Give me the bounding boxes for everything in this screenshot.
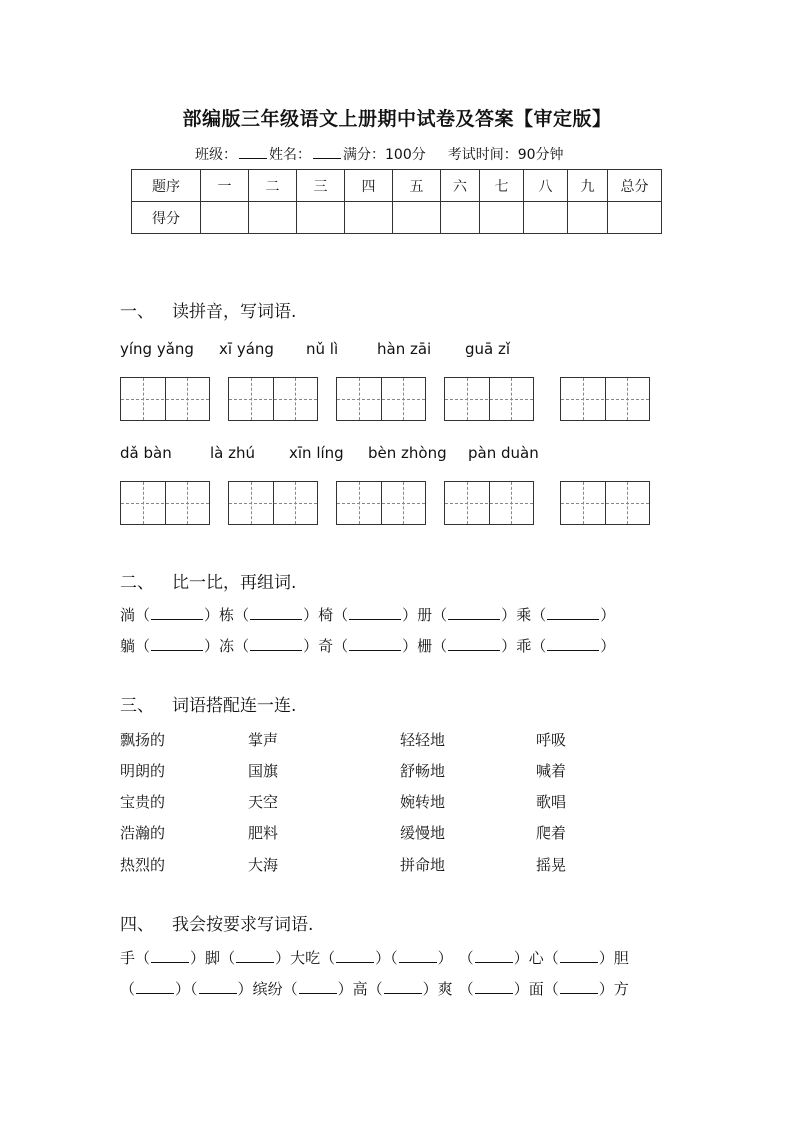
answer-blank[interactable] (448, 607, 500, 620)
paren: ） (275, 949, 291, 967)
writing-grid[interactable] (120, 377, 210, 421)
answer-blank[interactable] (151, 950, 189, 963)
score-cell: 题序 (132, 170, 201, 202)
name-label: 姓名： (269, 147, 311, 163)
pinyin: hàn zāi (377, 340, 432, 358)
pinyin: là zhú (210, 444, 256, 462)
answer-blank[interactable] (349, 638, 401, 651)
writing-grid[interactable] (560, 481, 650, 525)
answer-blank[interactable] (349, 607, 401, 620)
match-word[interactable]: 喊着 (536, 762, 567, 780)
char: 躺 (120, 637, 136, 655)
score-input-cell[interactable] (524, 202, 568, 234)
answer-blank[interactable] (199, 981, 237, 994)
paren: （ (531, 606, 547, 624)
answer-blank[interactable] (547, 638, 599, 651)
paren: （ (190, 980, 198, 998)
match-word[interactable]: 国旗 (248, 762, 279, 780)
pinyin: xīn líng (289, 444, 344, 462)
match-word[interactable]: 大海 (248, 856, 279, 874)
paren: ） (204, 606, 220, 624)
score-input-cell[interactable] (345, 202, 393, 234)
score-input-cell[interactable] (393, 202, 441, 234)
char: 椅 (318, 606, 334, 624)
score-cell: 九 (568, 170, 608, 202)
paren: （ (458, 949, 474, 967)
pinyin: nǔ lì (306, 340, 339, 358)
page-title: 部编版三年级语文上册期中试卷及答案【审定版】 (182, 108, 612, 130)
char: 淌 (120, 606, 136, 624)
pinyin: bèn zhòng (368, 444, 447, 462)
writing-grid[interactable] (228, 377, 318, 421)
char: 爽 (437, 980, 453, 998)
score-table-header-row (132, 170, 662, 202)
char: 乖 (516, 637, 532, 655)
score-input-cell[interactable] (249, 202, 297, 234)
char: 册 (417, 606, 433, 624)
compare-row-2 (120, 635, 615, 656)
writing-grid[interactable] (444, 481, 534, 525)
char: 方 (613, 980, 629, 998)
paren: ） (237, 980, 253, 998)
answer-blank[interactable] (299, 981, 337, 994)
paren: ） (513, 949, 529, 967)
match-word[interactable]: 缓慢地 (400, 824, 446, 842)
answer-blank[interactable] (475, 950, 513, 963)
match-word[interactable]: 浩瀚的 (120, 824, 166, 842)
section-number: 四、 (120, 915, 154, 935)
match-word[interactable]: 明朗的 (120, 762, 166, 780)
paren: ） (422, 980, 438, 998)
answer-blank[interactable] (560, 950, 598, 963)
paren: ） (598, 949, 614, 967)
char: 冻 (219, 637, 235, 655)
writing-grid[interactable] (336, 481, 426, 525)
char: 乘 (516, 606, 532, 624)
pinyin: xī yáng (219, 340, 274, 358)
answer-blank[interactable] (399, 950, 437, 963)
paren: （ (234, 606, 250, 624)
paren: ） (303, 606, 319, 624)
answer-blank[interactable] (336, 950, 374, 963)
match-word[interactable]: 歌唱 (536, 793, 567, 811)
match-word[interactable]: 热烈的 (120, 856, 166, 874)
class-label: 班级： (195, 147, 237, 163)
paren: （ (234, 637, 250, 655)
score-cell: 四 (345, 170, 393, 202)
paren: ） (598, 980, 614, 998)
score-cell: 八 (524, 170, 568, 202)
paren: （ (135, 606, 151, 624)
match-word[interactable]: 拼命地 (400, 856, 446, 874)
score-input-cell[interactable] (297, 202, 345, 234)
paren: （ (432, 606, 448, 624)
answer-blank[interactable] (250, 638, 302, 651)
paren: ） (204, 637, 220, 655)
answer-blank[interactable] (151, 607, 203, 620)
paren: （ (543, 949, 559, 967)
score-table-score-row (132, 202, 662, 234)
char: 栅 (417, 637, 433, 655)
section-title: 读拼音，写词语. (172, 302, 297, 322)
paren: （ (390, 949, 398, 967)
score-input-cell[interactable] (608, 202, 662, 234)
name-blank[interactable] (313, 146, 341, 159)
paren: ） (437, 949, 453, 967)
writing-grid[interactable] (228, 481, 318, 525)
paren: （ (220, 949, 236, 967)
char: 胆 (613, 949, 629, 967)
char: 大吃 (290, 949, 321, 967)
score-cell: 三 (297, 170, 345, 202)
idiom-row-1 (120, 947, 629, 968)
info-line (195, 144, 564, 164)
match-word[interactable]: 肥料 (248, 824, 279, 842)
score-input-cell[interactable] (568, 202, 608, 234)
paren: （ (333, 606, 349, 624)
class-blank[interactable] (239, 146, 267, 159)
paren: （ (135, 949, 151, 967)
section-number: 一、 (120, 302, 154, 322)
answer-blank[interactable] (475, 981, 513, 994)
match-word[interactable]: 飘扬的 (120, 731, 166, 749)
idiom-row-2 (120, 978, 629, 999)
answer-blank[interactable] (560, 981, 598, 994)
section-title: 比一比，再组词. (172, 573, 297, 593)
section-1-heading (120, 297, 296, 322)
match-word[interactable]: 掌声 (248, 731, 279, 749)
paren: ） (337, 980, 353, 998)
match-word[interactable]: 婉转地 (400, 793, 446, 811)
char: 手 (120, 949, 136, 967)
section-number: 二、 (120, 573, 154, 593)
section-2-heading (120, 568, 296, 593)
pinyin: pàn duàn (468, 444, 539, 462)
writing-grid[interactable] (444, 377, 534, 421)
section-title: 我会按要求写词语. (172, 915, 314, 935)
pinyin: guā zǐ (465, 340, 511, 358)
paren: （ (458, 980, 474, 998)
section-title: 词语搭配连一连. (172, 696, 297, 716)
paren: ） (175, 980, 191, 998)
answer-blank[interactable] (236, 950, 274, 963)
paren: （ (543, 980, 559, 998)
paren: ） (375, 949, 391, 967)
full-score: 满分：100分 (343, 147, 426, 163)
char: 缤纷 (252, 980, 283, 998)
score-row-label: 得分 (132, 202, 201, 234)
match-word[interactable]: 呼吸 (536, 731, 567, 749)
score-cell: 七 (480, 170, 524, 202)
section-3-heading (120, 691, 296, 716)
match-word[interactable]: 爬着 (536, 824, 567, 842)
match-word[interactable]: 舒畅地 (400, 762, 446, 780)
paren: ） (303, 637, 319, 655)
paren: ） (600, 637, 616, 655)
char: 脚 (205, 949, 221, 967)
paren: ） (402, 606, 418, 624)
score-cell: 总分 (608, 170, 662, 202)
paren: ） (501, 637, 517, 655)
char: 奇 (318, 637, 334, 655)
writing-grid[interactable] (336, 377, 426, 421)
paren: ） (513, 980, 529, 998)
match-word[interactable]: 宝贵的 (120, 793, 166, 811)
writing-grid[interactable] (560, 377, 650, 421)
answer-blank[interactable] (384, 981, 422, 994)
score-input-cell[interactable] (441, 202, 480, 234)
paren: ） (402, 637, 418, 655)
char: 栋 (219, 606, 235, 624)
section-number: 三、 (120, 696, 154, 716)
pinyin: dǎ bàn (120, 444, 172, 462)
score-cell: 六 (441, 170, 480, 202)
answer-blank[interactable] (547, 607, 599, 620)
match-word[interactable]: 天空 (248, 793, 279, 811)
paren: （ (432, 637, 448, 655)
writing-grid[interactable] (120, 481, 210, 525)
pinyin: yíng yǎng (120, 340, 194, 358)
answer-blank[interactable] (151, 638, 203, 651)
section-4-heading (120, 910, 313, 935)
score-table (131, 169, 662, 234)
char: 心 (528, 949, 544, 967)
answer-blank[interactable] (136, 981, 174, 994)
score-cell: 二 (249, 170, 297, 202)
paren: ） (600, 606, 616, 624)
score-input-cell[interactable] (480, 202, 524, 234)
exam-time: 考试时间：90分钟 (447, 147, 564, 163)
paren: （ (282, 980, 298, 998)
paren: （ (531, 637, 547, 655)
score-input-cell[interactable] (201, 202, 249, 234)
answer-blank[interactable] (448, 638, 500, 651)
paren: ） (501, 606, 517, 624)
paren: （ (333, 637, 349, 655)
paren: （ (367, 980, 383, 998)
char: 面 (528, 980, 544, 998)
paren: ） (190, 949, 206, 967)
answer-blank[interactable] (250, 607, 302, 620)
paren: （ (320, 949, 336, 967)
match-word[interactable]: 轻轻地 (400, 731, 446, 749)
score-cell: 五 (393, 170, 441, 202)
score-cell: 一 (201, 170, 249, 202)
paren: （ (120, 980, 136, 998)
match-word[interactable]: 摇晃 (536, 856, 567, 874)
paren: （ (135, 637, 151, 655)
char: 高 (352, 980, 368, 998)
compare-row-1 (120, 604, 615, 625)
